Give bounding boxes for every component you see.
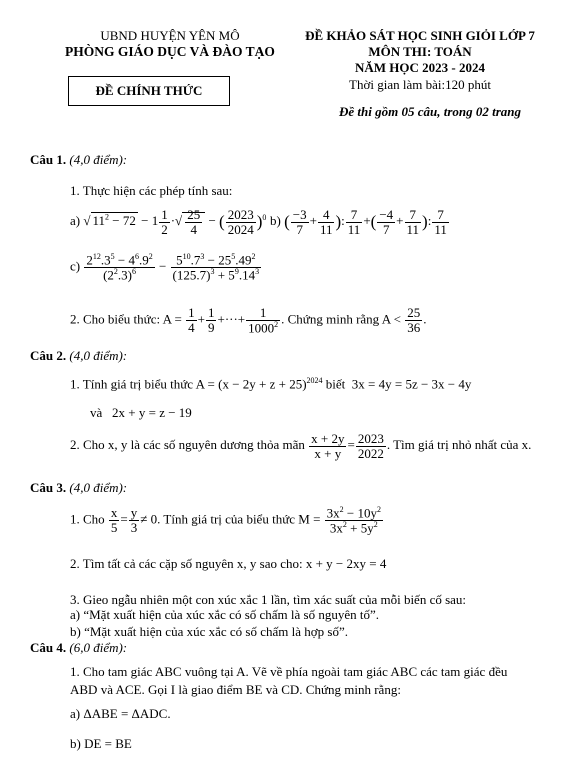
question-3-heading (30, 480, 127, 496)
department-name: UBND HUYỆN YÊN MÔ (100, 28, 240, 43)
q2-part1-cond: 3x = 4y = 5z − 3x − 4y (351, 376, 472, 392)
q4-part-b: b) DE = BE (70, 736, 132, 751)
exam-title: ĐỀ KHẢO SÁT HỌC SINH GIỎI LỚP 7 (305, 28, 535, 43)
q4-part-a: a) ΔABE = ΔADC. (70, 706, 171, 721)
q2-part1-cond2: 2x + y = z − 19 (112, 405, 192, 420)
q1-part2-tail: . Chứng minh rằng A < (281, 311, 401, 327)
exam-time: Thời gian làm bài:120 phút (349, 77, 491, 92)
q2-part2: 2. Cho x, y là các số nguyên dương thỏa mãn $\frac{x + 2y}{x + y}$ = $\frac{2023}{2022}$ . Tìm giá trị nhỏ nhất của x. (70, 431, 532, 461)
question-3-title: Câu 3. (30, 480, 67, 495)
q2-part2-tail: . Tìm giá trị nhỏ nhất của x. (386, 437, 532, 453)
q1-part2-lead: 2. Cho biểu thức: A = (70, 311, 182, 327)
question-2-heading (30, 348, 127, 364)
q1-part1: 1. Thực hiện các phép tính sau: (70, 183, 233, 198)
q1-b-label: b) (270, 213, 281, 229)
q2-part1-lead: 1. Tính giá trị biểu thức (70, 376, 194, 392)
question-2-points: (4,0 điểm): (69, 348, 128, 363)
q2-part1-mid: biết (325, 376, 346, 392)
q1-part2: 2. Cho biểu thức: A = $\frac{1}{4}$ + $\frac{1}{9}$ +···+ $\frac{1}{1000^2}$ . Chứng minh rằng A < $\frac{25}{36}$ . (70, 305, 427, 335)
question-4-points: (6,0 điểm): (69, 640, 128, 655)
q2-part1-expr: A = (x − 2y + z + 25) (195, 376, 307, 392)
department-office: PHÒNG GIÁO DỤC VÀ ĐÀO TẠO (65, 44, 275, 59)
q2-part1-and: và (90, 405, 103, 420)
q4-part1-line2: ABD và ACE. Gọi I là giao điểm BE và CD. Chứng minh rằng: (70, 682, 401, 697)
exam-subject: MÔN THI: TOÁN (368, 44, 472, 59)
q1-part2-end: . (423, 311, 427, 327)
q1-expr-c: c) $\frac{2^{12}.3^5 - 4^6.9^2}{(2^2.3)^6}$ − $\frac{5^{10}.7^3 - 25^5.49^2}{(125.7)^3 + 5^9.14^3}$ (70, 252, 260, 283)
question-2-title: Câu 2. (30, 348, 67, 363)
official-label: ĐỀ CHÍNH THỨC (68, 76, 230, 106)
question-1-title: Câu 1. (30, 152, 67, 167)
question-1-points: (4,0 điểm): (69, 152, 128, 167)
q1-expr-a: a) √ $11^2 - 72 - 1$ $\frac{1}{2}$ ·√ $\frac{25}{4}$ − ( $\frac{2023}{2024}$ )$^0$ (70, 207, 267, 237)
q4-part1-line1: 1. Cho tam giác ABC vuông tại A. Vẽ về phía ngoài tam giác ABC các tam giác đều (70, 664, 508, 679)
q1-c-label: c) (70, 258, 81, 274)
question-3-points: (4,0 điểm): (69, 480, 128, 495)
q3-part1: 1. Cho $\frac{x}{5}$ = $\frac{y}{3}$ ≠ 0. Tính giá trị của biểu thức M = $\frac{3x^2 - 10y^2}{3x^2 + 5y^2}$ (70, 505, 381, 536)
q3-part3b: b) “Mặt xuất hiện của xúc xắc có số chấm là hợp số”. (70, 624, 348, 639)
question-4-title: Câu 4. (30, 640, 67, 655)
q2-part2-lead: 2. Cho x, y là các số nguyên dương thỏa mãn (70, 437, 305, 453)
exam-year: NĂM HỌC 2023 - 2024 (355, 60, 485, 75)
q2-part1-line2 (90, 405, 192, 421)
question-4-heading (30, 640, 127, 656)
q1-a-label: a) (70, 213, 81, 229)
q3-part3: 3. Gieo ngẫu nhiên một con xúc xắc 1 lần, tìm xác suất của mỗi biến cố sau: (70, 592, 467, 607)
q3-part1-mid: . Tính giá trị của biểu thức M = (157, 511, 321, 527)
q3-part1-lead: 1. Cho (70, 511, 105, 527)
q1-expr-b: b) ( $\frac{-3}{7}$ + $\frac{4}{11}$ ): $\frac{7}{11}$ +( $\frac{-4}{7}$ + $\frac{7}{11}$ ): $\frac{7}{11}$ (270, 207, 447, 237)
q2-part1 (70, 376, 471, 392)
q3-part2: 2. Tìm tất cả các cặp số nguyên x, y sao cho: x + y − 2xy = 4 (70, 556, 387, 571)
q2-part1-exp: 2024 (306, 376, 323, 385)
q3-part3a: a) “Mặt xuất hiện của xúc xắc có số chấm là số nguyên tố”. (70, 607, 379, 622)
exam-pages-note: Đề thi gồm 05 câu, trong 02 trang (338, 104, 522, 119)
question-1-heading (30, 152, 127, 168)
